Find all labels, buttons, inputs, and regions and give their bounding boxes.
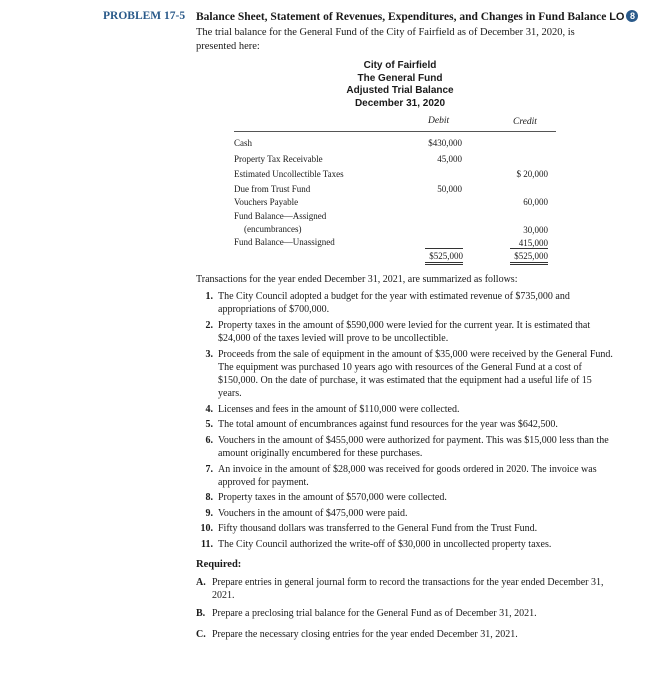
learning-objective-label: LO: [609, 11, 625, 23]
transaction-number: 1.: [205, 291, 213, 302]
tb-statement: Adjusted Trial Balance: [346, 85, 454, 96]
transaction-number: 3.: [205, 349, 213, 360]
transaction-number: 2.: [205, 320, 213, 331]
credit-double-rule-2: [510, 264, 548, 265]
tb-debit-value: $430,000: [428, 138, 462, 148]
transaction-text: The total amount of encumbrances against fund resources for the year was $642,500.: [218, 419, 558, 430]
credit-total-rule: [510, 248, 548, 249]
tb-debit-value: 45,000: [437, 154, 462, 164]
transaction-number: 4.: [205, 404, 213, 415]
tb-total-credit: $525,000: [514, 251, 548, 261]
transaction-number: 6.: [205, 435, 213, 446]
transaction-item: [196, 434, 616, 460]
transaction-item: [196, 348, 616, 400]
debit-total-rule: [425, 248, 463, 249]
learning-objective-badge: 8: [626, 10, 638, 22]
tb-account-label: Fund Balance—Assigned: [234, 211, 327, 221]
transaction-item: [196, 319, 616, 345]
credit-column-label: Credit: [513, 117, 537, 127]
problem-title-text: Balance Sheet, Statement of Revenues, Expenditures, and Changes in Fund Balance: [196, 11, 607, 23]
transaction-text: Vouchers in the amount of $475,000 were paid.: [218, 508, 408, 519]
transaction-text: Fifty thousand dollars was transferred to the General Fund from the Trust Fund.: [218, 523, 538, 534]
tb-account-label: Fund Balance—Unassigned: [234, 237, 335, 247]
transaction-number: 5.: [205, 419, 213, 430]
requirement-item: [196, 607, 616, 620]
transaction-item: [196, 290, 616, 316]
tb-account-label: Property Tax Receivable: [234, 154, 323, 164]
tb-credit-value: 415,000: [518, 238, 548, 248]
problem-id: PROBLEM 17-5: [103, 10, 186, 22]
transaction-number: 8.: [205, 492, 213, 503]
transaction-text: Licenses and fees in the amount of $110,000 were collected.: [218, 404, 460, 415]
debit-column-label: Debit: [428, 116, 450, 126]
transaction-text: Vouchers in the amount of $455,000 were authorized for payment. This was $15,000 less than the amount originally encumbered for these purchases.: [218, 435, 609, 459]
transaction-text: Property taxes in the amount of $570,000 were collected.: [218, 492, 447, 503]
transaction-text: The City Council authorized the write-off of $30,000 in uncollected property taxes.: [218, 539, 552, 550]
tb-account-label: Due from Trust Fund: [234, 184, 311, 194]
table-header-rule: [234, 131, 556, 132]
tb-debit-value: 50,000: [437, 184, 462, 194]
transactions-intro: Transactions for the year ended December 31, 2021, are summarized as follows:: [196, 274, 518, 285]
requirement-text: Prepare a preclosing trial balance for the General Fund as of December 31, 2021.: [212, 608, 537, 619]
requirement-letter: B.: [196, 608, 206, 619]
transaction-text: Property taxes in the amount of $590,000 were levied for the current year. It is estimated that $24,000 of the taxes levied will prove to be uncollectible.: [218, 320, 591, 344]
requirement-text: Prepare the necessary closing entries for the year ended December 31, 2021.: [212, 629, 518, 640]
problem-title: [196, 10, 638, 23]
debit-double-rule-1: [425, 262, 463, 263]
tb-credit-value: 60,000: [523, 197, 548, 207]
tb-credit-value: $ 20,000: [516, 169, 548, 179]
transaction-text: An invoice in the amount of $28,000 was received for goods ordered in 2020. The invoice was approved for payment.: [218, 464, 597, 488]
transaction-item: [196, 538, 616, 551]
requirement-letter: C.: [196, 629, 206, 640]
debit-double-rule-2: [425, 264, 463, 265]
transaction-item: [196, 403, 616, 416]
transaction-number: 11.: [201, 539, 213, 550]
tb-entity: City of Fairfield: [363, 60, 437, 71]
tb-date: December 31, 2020: [354, 97, 446, 109]
tb-account-label: (encumbrances): [244, 224, 302, 234]
tb-fund: The General Fund: [357, 72, 443, 84]
requirement-letter: A.: [196, 577, 206, 588]
transaction-item: [196, 491, 616, 504]
tb-account-label: Vouchers Payable: [234, 197, 299, 207]
transaction-item: [196, 522, 616, 535]
tb-account-label: Cash: [234, 138, 252, 148]
requirement-item: [196, 576, 616, 602]
required-heading: Required:: [196, 559, 242, 570]
tb-total-debit: $525,000: [429, 251, 463, 261]
credit-double-rule-1: [510, 262, 548, 263]
transaction-item: [196, 463, 616, 489]
transaction-number: 10.: [200, 523, 213, 534]
transaction-item: [196, 507, 616, 520]
problem-intro: The trial balance for the General Fund of the City of Fairfield as of December 31, 2020, is presented here:: [196, 27, 575, 52]
transaction-number: 9.: [205, 508, 213, 519]
tb-credit-value: 30,000: [523, 225, 548, 235]
transaction-number: 7.: [205, 464, 213, 475]
tb-account-label: Estimated Uncollectible Taxes: [234, 169, 344, 179]
trial-balance-heading: [330, 60, 470, 110]
requirement-text: Prepare entries in general journal form to record the transactions for the year ended December 31, 2021.: [212, 577, 604, 601]
transaction-text: The City Council adopted a budget for the year with estimated revenue of $735,000 and appropriations of $700,000.: [218, 291, 570, 315]
transaction-text: Proceeds from the sale of equipment in the amount of $35,000 were received by the General Fund. The equipment was purchased 10 years ago with resources of the General Fund at a cost of $150,000. On the date of purchase, it was estimated that the equipment had a useful life of 15 years.: [218, 349, 613, 399]
transaction-item: [196, 418, 616, 431]
requirement-item: [196, 628, 616, 641]
